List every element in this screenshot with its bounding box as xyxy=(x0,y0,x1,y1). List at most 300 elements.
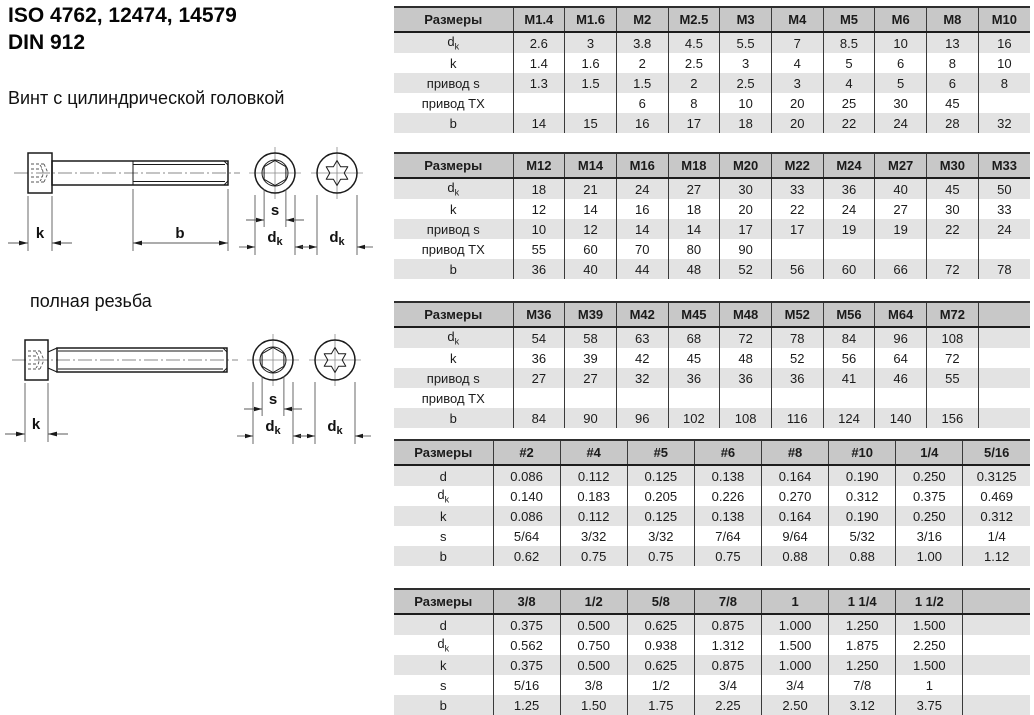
table-row xyxy=(394,675,1030,695)
size-header: 1 1/4 xyxy=(829,589,896,614)
value-cell: 27 xyxy=(668,178,720,199)
size-header: M45 xyxy=(668,302,720,327)
value-cell: 24 xyxy=(823,199,875,219)
value-cell: 25 xyxy=(823,93,875,113)
size-header: M42 xyxy=(616,302,668,327)
full-thread-label: полная резьба xyxy=(30,291,152,311)
value-cell: 9/64 xyxy=(762,526,829,546)
value-cell: 27 xyxy=(875,199,927,219)
value-cell: 28 xyxy=(927,113,979,133)
value-cell: 0.375 xyxy=(896,486,963,506)
value-cell: 20 xyxy=(720,199,772,219)
value-cell: 0.375 xyxy=(493,614,560,635)
value-cell: 3 xyxy=(720,53,772,73)
iso-title: ISO 4762, 12474, 14579 xyxy=(8,4,237,27)
value-cell: 3/4 xyxy=(694,675,761,695)
value-cell xyxy=(565,93,617,113)
size-header: 1 xyxy=(762,589,829,614)
size-column-header: Размеры xyxy=(394,589,493,614)
value-cell: 45 xyxy=(927,178,979,199)
table-row xyxy=(394,526,1030,546)
value-cell: 108 xyxy=(927,327,979,348)
value-cell: 156 xyxy=(927,408,979,428)
value-cell: 0.112 xyxy=(560,465,627,486)
value-cell: 10 xyxy=(513,219,565,239)
value-cell xyxy=(823,388,875,408)
table-row xyxy=(394,178,1030,199)
value-cell: 0.125 xyxy=(627,506,694,526)
s-label: s xyxy=(268,391,278,408)
value-cell: 2.250 xyxy=(896,635,963,655)
page-title xyxy=(8,2,237,56)
value-cell xyxy=(963,614,1030,635)
value-cell xyxy=(875,239,927,259)
value-cell: 102 xyxy=(668,408,720,428)
row-label: k xyxy=(394,506,493,526)
value-cell xyxy=(513,93,565,113)
table-row xyxy=(394,388,1030,408)
row-label: $d_k$ xyxy=(394,486,493,506)
value-cell xyxy=(720,388,772,408)
value-cell: 0.75 xyxy=(560,546,627,566)
value-cell: 45 xyxy=(927,93,979,113)
value-cell: 10 xyxy=(720,93,772,113)
value-cell: 44 xyxy=(616,259,668,279)
value-cell: 36 xyxy=(513,259,565,279)
k-label: k xyxy=(31,416,41,433)
value-cell: 1.5 xyxy=(616,73,668,93)
value-cell: 1.000 xyxy=(762,655,829,675)
value-cell: 0.88 xyxy=(762,546,829,566)
value-cell: 1 xyxy=(896,675,963,695)
value-cell xyxy=(668,388,720,408)
value-cell: 60 xyxy=(823,259,875,279)
value-cell: 36 xyxy=(771,368,823,388)
value-cell: 12 xyxy=(513,199,565,219)
value-cell: 18 xyxy=(668,199,720,219)
value-cell: 1.5 xyxy=(565,73,617,93)
row-label: s xyxy=(394,526,493,546)
row-label: b xyxy=(394,546,493,566)
size-header: M27 xyxy=(875,153,927,178)
value-cell: 6 xyxy=(616,93,668,113)
value-cell: 8 xyxy=(927,53,979,73)
value-cell: 0.312 xyxy=(829,486,896,506)
value-cell: 1.250 xyxy=(829,614,896,635)
table-row xyxy=(394,93,1030,113)
value-cell xyxy=(927,388,979,408)
value-cell: 116 xyxy=(771,408,823,428)
table-row xyxy=(394,73,1030,93)
size-header: M16 xyxy=(616,153,668,178)
side-view xyxy=(12,340,238,380)
size-header: M1.6 xyxy=(565,7,617,32)
value-cell: 5.5 xyxy=(720,32,772,53)
value-cell: 5/64 xyxy=(493,526,560,546)
value-cell: 16 xyxy=(978,32,1030,53)
value-cell: 58 xyxy=(565,327,617,348)
dimension-table-metric-small xyxy=(394,6,1030,133)
value-cell: 0.164 xyxy=(762,506,829,526)
value-cell: 14 xyxy=(565,199,617,219)
value-cell: 40 xyxy=(875,178,927,199)
size-header: M18 xyxy=(668,153,720,178)
value-cell: 0.75 xyxy=(627,546,694,566)
value-cell: 84 xyxy=(823,327,875,348)
size-header: 5/16 xyxy=(963,440,1030,465)
value-cell: 19 xyxy=(823,219,875,239)
value-cell: 124 xyxy=(823,408,875,428)
value-cell: 39 xyxy=(565,348,617,368)
value-cell: 22 xyxy=(927,219,979,239)
value-cell: 2.25 xyxy=(694,695,761,715)
value-cell: 68 xyxy=(668,327,720,348)
value-cell: 21 xyxy=(565,178,617,199)
value-cell xyxy=(771,388,823,408)
value-cell: 90 xyxy=(565,408,617,428)
value-cell xyxy=(771,239,823,259)
value-cell: 5/32 xyxy=(829,526,896,546)
value-cell: 30 xyxy=(720,178,772,199)
value-cell: 24 xyxy=(875,113,927,133)
value-cell: 1.50 xyxy=(560,695,627,715)
size-header: 1/2 xyxy=(560,589,627,614)
size-header: M39 xyxy=(565,302,617,327)
value-cell: 2.5 xyxy=(668,53,720,73)
table-row xyxy=(394,408,1030,428)
value-cell: 7/8 xyxy=(829,675,896,695)
value-cell: 19 xyxy=(875,219,927,239)
value-cell: 78 xyxy=(771,327,823,348)
size-header: M22 xyxy=(771,153,823,178)
value-cell: 0.3125 xyxy=(963,465,1030,486)
value-cell: 15 xyxy=(565,113,617,133)
value-cell xyxy=(823,239,875,259)
size-header: M24 xyxy=(823,153,875,178)
row-label: $d_k$ xyxy=(394,635,493,655)
size-column-header: Размеры xyxy=(394,7,513,32)
value-cell: 3.75 xyxy=(896,695,963,715)
size-header: M72 xyxy=(927,302,979,327)
value-cell: 48 xyxy=(720,348,772,368)
value-cell: 0.250 xyxy=(896,506,963,526)
value-cell: 1.000 xyxy=(762,614,829,635)
size-header: M64 xyxy=(875,302,927,327)
value-cell: 0.312 xyxy=(963,506,1030,526)
value-cell xyxy=(978,348,1030,368)
value-cell: 30 xyxy=(927,199,979,219)
value-cell: 14 xyxy=(513,113,565,133)
value-cell: 72 xyxy=(720,327,772,348)
value-cell: 4.5 xyxy=(668,32,720,53)
value-cell: 0.138 xyxy=(694,506,761,526)
value-cell: 96 xyxy=(616,408,668,428)
value-cell: 0.75 xyxy=(694,546,761,566)
value-cell: 0.138 xyxy=(694,465,761,486)
value-cell: 0.086 xyxy=(493,506,560,526)
value-cell: 63 xyxy=(616,327,668,348)
value-cell: 5/16 xyxy=(493,675,560,695)
row-label: k xyxy=(394,199,513,219)
size-header: M6 xyxy=(875,7,927,32)
table-row xyxy=(394,113,1030,133)
value-cell: 3.8 xyxy=(616,32,668,53)
value-cell: 14 xyxy=(668,219,720,239)
size-header: M1.4 xyxy=(513,7,565,32)
value-cell: 7 xyxy=(771,32,823,53)
dimension-table-imperial-small xyxy=(394,439,1030,566)
value-cell: 72 xyxy=(927,259,979,279)
value-cell: 36 xyxy=(720,368,772,388)
value-cell xyxy=(978,239,1030,259)
size-header: M10 xyxy=(978,7,1030,32)
value-cell: 41 xyxy=(823,368,875,388)
value-cell: 40 xyxy=(565,259,617,279)
value-cell: 30 xyxy=(875,93,927,113)
value-cell: 3/4 xyxy=(762,675,829,695)
value-cell: 12 xyxy=(565,219,617,239)
size-header: 3/8 xyxy=(493,589,560,614)
value-cell: 1.500 xyxy=(762,635,829,655)
table-row xyxy=(394,53,1030,73)
size-header: M2.5 xyxy=(668,7,720,32)
value-cell: 18 xyxy=(720,113,772,133)
size-header: M36 xyxy=(513,302,565,327)
row-label: $d_k$ xyxy=(394,32,513,53)
value-cell: 0.500 xyxy=(560,614,627,635)
value-cell: 96 xyxy=(875,327,927,348)
value-cell: 8.5 xyxy=(823,32,875,53)
row-label: привод TX xyxy=(394,93,513,113)
value-cell xyxy=(616,388,668,408)
value-cell: 70 xyxy=(616,239,668,259)
value-cell xyxy=(978,368,1030,388)
value-cell: 22 xyxy=(823,113,875,133)
value-cell: 1.250 xyxy=(829,655,896,675)
value-cell: 20 xyxy=(771,113,823,133)
value-cell: 36 xyxy=(823,178,875,199)
value-cell: 22 xyxy=(771,199,823,219)
value-cell: 0.270 xyxy=(762,486,829,506)
value-cell: 84 xyxy=(513,408,565,428)
size-header: #5 xyxy=(627,440,694,465)
value-cell: 20 xyxy=(771,93,823,113)
value-cell: 32 xyxy=(978,113,1030,133)
value-cell: 54 xyxy=(513,327,565,348)
value-cell: 24 xyxy=(616,178,668,199)
value-cell: 5 xyxy=(823,53,875,73)
value-cell: 10 xyxy=(978,53,1030,73)
table-row xyxy=(394,635,1030,655)
value-cell: 3 xyxy=(771,73,823,93)
value-cell: 0.625 xyxy=(627,614,694,635)
drawing-partial-thread xyxy=(0,143,390,265)
value-cell: 0.625 xyxy=(627,655,694,675)
value-cell: 3/16 xyxy=(896,526,963,546)
value-cell xyxy=(963,655,1030,675)
value-cell xyxy=(963,695,1030,715)
value-cell: 72 xyxy=(927,348,979,368)
value-cell: 10 xyxy=(875,32,927,53)
table-row xyxy=(394,239,1030,259)
value-cell: 1/4 xyxy=(963,526,1030,546)
left-pane xyxy=(0,0,392,703)
table-row xyxy=(394,465,1030,486)
value-cell: 3/8 xyxy=(560,675,627,695)
size-header: 1 1/2 xyxy=(896,589,963,614)
value-cell: 16 xyxy=(616,199,668,219)
size-header: #2 xyxy=(493,440,560,465)
value-cell: 0.205 xyxy=(627,486,694,506)
dimension-dk-right xyxy=(301,195,373,255)
table-row xyxy=(394,32,1030,53)
table-row xyxy=(394,327,1030,348)
value-cell: 0.88 xyxy=(829,546,896,566)
size-header xyxy=(963,589,1030,614)
row-label: d xyxy=(394,465,493,486)
row-label: d xyxy=(394,614,493,635)
s-label: s xyxy=(270,202,280,219)
value-cell: 2.5 xyxy=(720,73,772,93)
value-cell: 17 xyxy=(720,219,772,239)
value-cell: 0.62 xyxy=(493,546,560,566)
dk-label: $d_k$ xyxy=(267,229,283,248)
size-header: #10 xyxy=(829,440,896,465)
row-label: b xyxy=(394,408,513,428)
value-cell: 3 xyxy=(565,32,617,53)
value-cell: 56 xyxy=(771,259,823,279)
value-cell xyxy=(513,388,565,408)
k-label: k xyxy=(35,225,45,242)
value-cell: 46 xyxy=(875,368,927,388)
value-cell: 60 xyxy=(565,239,617,259)
table-row xyxy=(394,506,1030,526)
row-label: s xyxy=(394,675,493,695)
value-cell xyxy=(978,327,1030,348)
value-cell xyxy=(963,635,1030,655)
size-column-header: Размеры xyxy=(394,440,493,465)
value-cell: 18 xyxy=(513,178,565,199)
value-cell: 0.938 xyxy=(627,635,694,655)
end-view-torx-socket xyxy=(301,147,373,255)
value-cell: 78 xyxy=(978,259,1030,279)
table-row xyxy=(394,655,1030,675)
value-cell: 1.312 xyxy=(694,635,761,655)
subtitle: Винт с цилиндрической головкой xyxy=(8,88,285,108)
value-cell: 1.75 xyxy=(627,695,694,715)
value-cell: 27 xyxy=(565,368,617,388)
value-cell: 1.00 xyxy=(896,546,963,566)
table-row xyxy=(394,368,1030,388)
size-header: M14 xyxy=(565,153,617,178)
value-cell: 1.12 xyxy=(963,546,1030,566)
value-cell: 1.25 xyxy=(493,695,560,715)
table-row xyxy=(394,546,1030,566)
value-cell: 36 xyxy=(513,348,565,368)
value-cell: 1.6 xyxy=(565,53,617,73)
drawing-full-thread xyxy=(0,315,390,448)
row-label: привод s xyxy=(394,73,513,93)
size-header: M5 xyxy=(823,7,875,32)
value-cell: 17 xyxy=(771,219,823,239)
row-label: привод s xyxy=(394,219,513,239)
value-cell: 3/32 xyxy=(627,526,694,546)
row-label: привод s xyxy=(394,368,513,388)
value-cell: 1.3 xyxy=(513,73,565,93)
value-cell: 0.875 xyxy=(694,614,761,635)
row-label: привод TX xyxy=(394,239,513,259)
value-cell: 0.875 xyxy=(694,655,761,675)
value-cell: 140 xyxy=(875,408,927,428)
table-row xyxy=(394,486,1030,506)
row-label: k xyxy=(394,348,513,368)
end-view-torx-socket xyxy=(299,334,371,444)
value-cell: 64 xyxy=(875,348,927,368)
dimension-b xyxy=(133,189,228,251)
dimension-dk-right xyxy=(299,382,371,444)
value-cell: 0.750 xyxy=(560,635,627,655)
row-label: k xyxy=(394,53,513,73)
value-cell: 1.4 xyxy=(513,53,565,73)
value-cell: 0.183 xyxy=(560,486,627,506)
value-cell: 1.500 xyxy=(896,655,963,675)
value-cell: 0.164 xyxy=(762,465,829,486)
value-cell: 33 xyxy=(978,199,1030,219)
dk-label: $d_k$ xyxy=(265,418,281,437)
size-header: M48 xyxy=(720,302,772,327)
value-cell: 50 xyxy=(978,178,1030,199)
value-cell: 52 xyxy=(771,348,823,368)
value-cell: 0.190 xyxy=(829,506,896,526)
table-row xyxy=(394,259,1030,279)
value-cell: 1.875 xyxy=(829,635,896,655)
dimension-k xyxy=(8,196,72,251)
row-label: k xyxy=(394,655,493,675)
value-cell: 2.50 xyxy=(762,695,829,715)
value-cell: 6 xyxy=(927,73,979,93)
size-header: 5/8 xyxy=(627,589,694,614)
row-label: b xyxy=(394,113,513,133)
value-cell xyxy=(927,239,979,259)
value-cell: 0.226 xyxy=(694,486,761,506)
value-cell: 0.250 xyxy=(896,465,963,486)
value-cell: 27 xyxy=(513,368,565,388)
value-cell: 55 xyxy=(927,368,979,388)
value-cell: 5 xyxy=(875,73,927,93)
value-cell: 24 xyxy=(978,219,1030,239)
dk-label: $d_k$ xyxy=(329,229,345,248)
value-cell xyxy=(978,408,1030,428)
value-cell: 108 xyxy=(720,408,772,428)
value-cell: 6 xyxy=(875,53,927,73)
dimension-table-metric-large xyxy=(394,301,1030,428)
value-cell: 8 xyxy=(668,93,720,113)
value-cell: 0.375 xyxy=(493,655,560,675)
size-header: 7/8 xyxy=(694,589,761,614)
size-header: 1/4 xyxy=(896,440,963,465)
value-cell: 0.562 xyxy=(493,635,560,655)
value-cell: 2 xyxy=(668,73,720,93)
value-cell: 33 xyxy=(771,178,823,199)
value-cell: 45 xyxy=(668,348,720,368)
size-header: #6 xyxy=(694,440,761,465)
din-title: DIN 912 xyxy=(8,31,86,54)
value-cell: 2.6 xyxy=(513,32,565,53)
end-view-hex-socket xyxy=(237,334,309,444)
table-row xyxy=(394,219,1030,239)
value-cell: 1.500 xyxy=(896,614,963,635)
value-cell: 90 xyxy=(720,239,772,259)
